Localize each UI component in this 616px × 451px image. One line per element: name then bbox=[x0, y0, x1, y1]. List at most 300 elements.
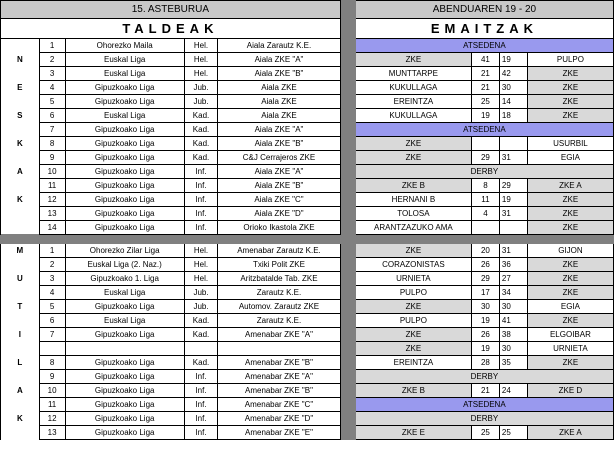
away-team: ZKE bbox=[527, 314, 613, 328]
home-team: ZKE bbox=[355, 328, 471, 342]
team-name: Aiala ZKE "B" bbox=[218, 179, 341, 193]
row-number: 2 bbox=[39, 53, 65, 67]
row-number: 10 bbox=[39, 384, 65, 398]
category: Hel. bbox=[184, 67, 217, 81]
row-number: 11 bbox=[39, 398, 65, 412]
row-number: 10 bbox=[39, 165, 65, 179]
team-name: Aiala ZKE bbox=[218, 109, 341, 123]
team-name: Amenabar ZKE "A" bbox=[218, 370, 341, 384]
table-row bbox=[1, 272, 614, 286]
home-score: 28 bbox=[471, 356, 499, 370]
league-name: Gipuzkoako Liga bbox=[65, 137, 184, 151]
home-team: KUKULLAGA bbox=[355, 81, 471, 95]
home-score: 11 bbox=[471, 193, 499, 207]
day-letter: M bbox=[1, 244, 40, 258]
day-letter bbox=[1, 95, 40, 109]
day-letter: L bbox=[1, 356, 40, 370]
category: Kad. bbox=[184, 314, 217, 328]
day-letter bbox=[1, 221, 40, 235]
team-name: Amenabar ZKE "E" bbox=[218, 426, 341, 440]
category: Inf. bbox=[184, 426, 217, 440]
team-name: Amenabar ZKE "C" bbox=[218, 398, 341, 412]
category: Inf. bbox=[184, 412, 217, 426]
home-score: 4 bbox=[471, 207, 499, 221]
row-number: 1 bbox=[39, 39, 65, 53]
home-team: MUNTTARPE bbox=[355, 67, 471, 81]
row-number: 8 bbox=[39, 137, 65, 151]
column-gap bbox=[340, 109, 355, 123]
home-score: 21 bbox=[471, 67, 499, 81]
table-row bbox=[1, 53, 614, 67]
table-row bbox=[1, 426, 614, 440]
column-gap bbox=[340, 81, 355, 95]
team-name bbox=[218, 342, 341, 356]
away-team: ZKE bbox=[527, 81, 613, 95]
day-letter bbox=[1, 286, 40, 300]
row-number: 7 bbox=[39, 123, 65, 137]
league-name: Gipuzkoako Liga bbox=[65, 412, 184, 426]
row-number: 2 bbox=[39, 258, 65, 272]
home-score: 19 bbox=[471, 342, 499, 356]
category: Inf. bbox=[184, 384, 217, 398]
day-letter: N bbox=[1, 53, 40, 67]
table-row bbox=[1, 67, 614, 81]
day-letter: K bbox=[1, 193, 40, 207]
category: Inf. bbox=[184, 165, 217, 179]
home-team: ZKE B bbox=[355, 384, 471, 398]
league-name: Euskal Liga bbox=[65, 109, 184, 123]
away-team: ZKE bbox=[527, 286, 613, 300]
team-name: Aiala ZKE "C" bbox=[218, 193, 341, 207]
column-gap bbox=[340, 370, 355, 384]
home-team: PULPO bbox=[355, 314, 471, 328]
league-name: Euskal Liga bbox=[65, 67, 184, 81]
away-team: ZKE bbox=[527, 356, 613, 370]
day-letter bbox=[1, 426, 40, 440]
day-separator bbox=[1, 235, 614, 244]
day-letter: K bbox=[1, 137, 40, 151]
away-team: ZKE bbox=[527, 207, 613, 221]
team-name: Txiki Polit ZKE bbox=[218, 258, 341, 272]
league-name: Gipuzkoako Liga bbox=[65, 328, 184, 342]
status-cell: DERBY bbox=[355, 165, 613, 179]
day-letter: S bbox=[1, 109, 40, 123]
category: Hel. bbox=[184, 258, 217, 272]
table-row bbox=[1, 221, 614, 235]
day-letter bbox=[1, 342, 40, 356]
day-letter: I bbox=[1, 328, 40, 342]
category: Kad. bbox=[184, 123, 217, 137]
away-team: EGIA bbox=[527, 300, 613, 314]
column-gap bbox=[340, 342, 355, 356]
league-name: Euskal Liga bbox=[65, 53, 184, 67]
home-team: KUKULLAGA bbox=[355, 109, 471, 123]
category: Kad. bbox=[184, 137, 217, 151]
category: Jub. bbox=[184, 300, 217, 314]
away-score: 24 bbox=[499, 384, 527, 398]
day-letter bbox=[1, 207, 40, 221]
home-team: ZKE bbox=[355, 151, 471, 165]
category: Kad. bbox=[184, 356, 217, 370]
table-row bbox=[1, 384, 614, 398]
table-row bbox=[1, 398, 614, 412]
league-name: Euskal Liga bbox=[65, 286, 184, 300]
table-row bbox=[1, 370, 614, 384]
home-score: 26 bbox=[471, 328, 499, 342]
home-score: 25 bbox=[471, 426, 499, 440]
table-body bbox=[1, 1, 614, 440]
away-score: 31 bbox=[499, 244, 527, 258]
table-row bbox=[1, 165, 614, 179]
league-name: Euskal Liga (2. Naz.) bbox=[65, 258, 184, 272]
column-gap bbox=[340, 179, 355, 193]
table-row bbox=[1, 412, 614, 426]
category: Inf. bbox=[184, 179, 217, 193]
home-team: ZKE E bbox=[355, 426, 471, 440]
home-team: CORAZONISTAS bbox=[355, 258, 471, 272]
team-name: Aiala ZKE bbox=[218, 81, 341, 95]
header-row-dates bbox=[1, 1, 614, 19]
row-number bbox=[39, 342, 65, 356]
away-score: 36 bbox=[499, 258, 527, 272]
league-name: Gipuzkoako Liga bbox=[65, 179, 184, 193]
column-gap bbox=[340, 67, 355, 81]
away-score: 31 bbox=[499, 207, 527, 221]
away-team: ZKE A bbox=[527, 426, 613, 440]
table-row bbox=[1, 207, 614, 221]
category: Kad. bbox=[184, 109, 217, 123]
table-row bbox=[1, 300, 614, 314]
category: Inf. bbox=[184, 370, 217, 384]
away-team: GIJON bbox=[527, 244, 613, 258]
row-number: 3 bbox=[39, 67, 65, 81]
row-number: 1 bbox=[39, 244, 65, 258]
day-letter bbox=[1, 398, 40, 412]
row-number: 8 bbox=[39, 356, 65, 370]
league-name: Gipuzkoako Liga bbox=[65, 300, 184, 314]
away-team: ZKE D bbox=[527, 384, 613, 398]
home-score: 29 bbox=[471, 151, 499, 165]
team-name: Aiala Zarautz K.E. bbox=[218, 39, 341, 53]
row-number: 7 bbox=[39, 328, 65, 342]
row-number: 9 bbox=[39, 370, 65, 384]
team-name: Zarautz K.E. bbox=[218, 314, 341, 328]
category: Jub. bbox=[184, 286, 217, 300]
home-team: ZKE B bbox=[355, 179, 471, 193]
league-name: Gipuzkoako Liga bbox=[65, 81, 184, 95]
team-name: Amenabar ZKE "A" bbox=[218, 328, 341, 342]
away-team: ZKE bbox=[527, 95, 613, 109]
day-letter: T bbox=[1, 300, 40, 314]
row-number: 12 bbox=[39, 412, 65, 426]
team-name: C&J Cerrajeros ZKE bbox=[218, 151, 341, 165]
home-score: 19 bbox=[471, 314, 499, 328]
home-team: ZKE bbox=[355, 342, 471, 356]
league-name: Ohorezko Zilar Liga bbox=[65, 244, 184, 258]
right-section-title: EMAITZAK bbox=[355, 19, 613, 39]
table-row bbox=[1, 109, 614, 123]
home-team: EREINTZA bbox=[355, 95, 471, 109]
league-name: Gipuzkoako Liga bbox=[65, 95, 184, 109]
team-name: Amenabar ZKE "D" bbox=[218, 412, 341, 426]
away-team: ZKE bbox=[527, 272, 613, 286]
day-letter bbox=[1, 258, 40, 272]
home-score: 21 bbox=[471, 384, 499, 398]
team-name: Aiala ZKE "A" bbox=[218, 123, 341, 137]
home-team: ARANTZAZUKO AMA bbox=[355, 221, 471, 235]
table-row bbox=[1, 151, 614, 165]
status-cell: DERBY bbox=[355, 412, 613, 426]
team-name: Aiala ZKE "D" bbox=[218, 207, 341, 221]
league-name: Gipuzkoako Liga bbox=[65, 221, 184, 235]
away-score bbox=[499, 221, 527, 235]
away-score: 38 bbox=[499, 328, 527, 342]
table-row bbox=[1, 258, 614, 272]
category: Hel. bbox=[184, 53, 217, 67]
row-number: 3 bbox=[39, 272, 65, 286]
category: Jub. bbox=[184, 95, 217, 109]
table-row bbox=[1, 179, 614, 193]
category: Hel. bbox=[184, 272, 217, 286]
column-gap bbox=[340, 314, 355, 328]
category bbox=[184, 342, 217, 356]
day-letter: A bbox=[1, 165, 40, 179]
home-team: ZKE bbox=[355, 137, 471, 151]
away-score: 30 bbox=[499, 81, 527, 95]
column-gap bbox=[340, 258, 355, 272]
home-team: ZKE bbox=[355, 244, 471, 258]
away-score bbox=[499, 137, 527, 151]
league-name bbox=[65, 342, 184, 356]
home-team: HERNANI B bbox=[355, 193, 471, 207]
column-gap bbox=[340, 398, 355, 412]
away-team: ELGOIBAR bbox=[527, 328, 613, 342]
table-row bbox=[1, 193, 614, 207]
home-team: ZKE bbox=[355, 300, 471, 314]
team-name: Aiala ZKE "B" bbox=[218, 137, 341, 151]
league-name: Gipuzkoako Liga bbox=[65, 207, 184, 221]
home-score: 21 bbox=[471, 81, 499, 95]
team-name: Aritzbatalde Tab. ZKE bbox=[218, 272, 341, 286]
away-team: ZKE bbox=[527, 221, 613, 235]
left-section-title: TALDEAK bbox=[1, 19, 341, 39]
category: Kad. bbox=[184, 328, 217, 342]
category: Hel. bbox=[184, 244, 217, 258]
category: Inf. bbox=[184, 221, 217, 235]
home-score: 41 bbox=[471, 53, 499, 67]
table-row bbox=[1, 95, 614, 109]
row-number: 9 bbox=[39, 151, 65, 165]
day-letter bbox=[1, 39, 40, 53]
category: Inf. bbox=[184, 193, 217, 207]
table-row bbox=[1, 342, 614, 356]
column-gap bbox=[340, 286, 355, 300]
day-letter bbox=[1, 179, 40, 193]
away-team: ZKE bbox=[527, 193, 613, 207]
team-name: Aiala ZKE "B" bbox=[218, 67, 341, 81]
home-score: 19 bbox=[471, 109, 499, 123]
away-score: 25 bbox=[499, 426, 527, 440]
team-name: Zarautz K.E. bbox=[218, 286, 341, 300]
home-team: TOLOSA bbox=[355, 207, 471, 221]
column-gap bbox=[340, 137, 355, 151]
home-score bbox=[471, 137, 499, 151]
team-name: Automov. Zarautz ZKE bbox=[218, 300, 341, 314]
column-gap bbox=[340, 328, 355, 342]
home-score: 30 bbox=[471, 300, 499, 314]
column-gap bbox=[340, 207, 355, 221]
status-cell: ATSEDENA bbox=[355, 39, 613, 53]
column-gap bbox=[340, 165, 355, 179]
column-gap bbox=[340, 1, 355, 19]
column-gap bbox=[340, 412, 355, 426]
home-score: 20 bbox=[471, 244, 499, 258]
home-team: ZKE bbox=[355, 53, 471, 67]
away-score: 19 bbox=[499, 193, 527, 207]
separator-bar bbox=[1, 235, 614, 244]
away-score: 34 bbox=[499, 286, 527, 300]
league-name: Gipuzkoako Liga bbox=[65, 193, 184, 207]
away-score: 14 bbox=[499, 95, 527, 109]
day-letter: K bbox=[1, 412, 40, 426]
day-letter bbox=[1, 67, 40, 81]
row-number: 14 bbox=[39, 221, 65, 235]
league-name: Ohorezko Maila bbox=[65, 39, 184, 53]
away-score: 19 bbox=[499, 53, 527, 67]
row-number: 11 bbox=[39, 179, 65, 193]
away-score: 29 bbox=[499, 179, 527, 193]
status-cell: ATSEDENA bbox=[355, 123, 613, 137]
away-score: 31 bbox=[499, 151, 527, 165]
away-team: EGIA bbox=[527, 151, 613, 165]
column-gap bbox=[340, 39, 355, 53]
league-name: Gipuzkoako Liga bbox=[65, 123, 184, 137]
column-gap bbox=[340, 19, 355, 39]
away-score: 42 bbox=[499, 67, 527, 81]
away-team: ZKE bbox=[527, 67, 613, 81]
away-score: 41 bbox=[499, 314, 527, 328]
day-letter bbox=[1, 370, 40, 384]
team-name: Aiala ZKE "A" bbox=[218, 53, 341, 67]
row-number: 13 bbox=[39, 207, 65, 221]
column-gap bbox=[340, 123, 355, 137]
day-letter: A bbox=[1, 384, 40, 398]
home-team: EREINTZA bbox=[355, 356, 471, 370]
away-score: 35 bbox=[499, 356, 527, 370]
column-gap bbox=[340, 95, 355, 109]
away-team: PULPO bbox=[527, 53, 613, 67]
column-gap bbox=[340, 426, 355, 440]
column-gap bbox=[340, 244, 355, 258]
row-number: 4 bbox=[39, 286, 65, 300]
category: Jub. bbox=[184, 81, 217, 95]
column-gap bbox=[340, 221, 355, 235]
table-row bbox=[1, 328, 614, 342]
away-score: 27 bbox=[499, 272, 527, 286]
team-name: Amenabar ZKE "B" bbox=[218, 356, 341, 370]
status-cell: ATSEDENA bbox=[355, 398, 613, 412]
row-number: 12 bbox=[39, 193, 65, 207]
league-name: Gipuzkoako 1. Liga bbox=[65, 272, 184, 286]
row-number: 4 bbox=[39, 81, 65, 95]
league-name: Gipuzkoako Liga bbox=[65, 151, 184, 165]
league-name: Gipuzkoako Liga bbox=[65, 370, 184, 384]
table-row bbox=[1, 39, 614, 53]
day-letter bbox=[1, 151, 40, 165]
league-name: Gipuzkoako Liga bbox=[65, 384, 184, 398]
home-score: 25 bbox=[471, 95, 499, 109]
category: Kad. bbox=[184, 151, 217, 165]
column-gap bbox=[340, 384, 355, 398]
table-row bbox=[1, 244, 614, 258]
home-score: 8 bbox=[471, 179, 499, 193]
category: Inf. bbox=[184, 207, 217, 221]
table-row bbox=[1, 81, 614, 95]
column-gap bbox=[340, 300, 355, 314]
row-number: 6 bbox=[39, 314, 65, 328]
home-score: 17 bbox=[471, 286, 499, 300]
away-score: 30 bbox=[499, 300, 527, 314]
week-title: 15. ASTEBURUA bbox=[1, 1, 341, 19]
dates-title: ABENDUAREN 19 - 20 bbox=[355, 1, 613, 19]
home-score bbox=[471, 221, 499, 235]
away-score: 30 bbox=[499, 342, 527, 356]
table-row bbox=[1, 356, 614, 370]
day-letter bbox=[1, 314, 40, 328]
status-cell: DERBY bbox=[355, 370, 613, 384]
league-name: Euskal Liga bbox=[65, 314, 184, 328]
table-row bbox=[1, 286, 614, 300]
away-score: 18 bbox=[499, 109, 527, 123]
column-gap bbox=[340, 151, 355, 165]
home-score: 26 bbox=[471, 258, 499, 272]
home-team: URNIETA bbox=[355, 272, 471, 286]
league-name: Gipuzkoako Liga bbox=[65, 165, 184, 179]
team-name: Amenabar Zarautz K.E. bbox=[218, 244, 341, 258]
table-row bbox=[1, 314, 614, 328]
row-number: 5 bbox=[39, 300, 65, 314]
league-name: Gipuzkoako Liga bbox=[65, 426, 184, 440]
column-gap bbox=[340, 356, 355, 370]
league-name: Gipuzkoako Liga bbox=[65, 356, 184, 370]
league-name: Gipuzkoako Liga bbox=[65, 398, 184, 412]
away-team: ZKE bbox=[527, 109, 613, 123]
away-team: ZKE A bbox=[527, 179, 613, 193]
team-name: Orioko Ikastola ZKE bbox=[218, 221, 341, 235]
table-row bbox=[1, 137, 614, 151]
team-name: Amenabar ZKE "B" bbox=[218, 384, 341, 398]
category: Inf. bbox=[184, 398, 217, 412]
home-score: 29 bbox=[471, 272, 499, 286]
table-row bbox=[1, 123, 614, 137]
day-letter bbox=[1, 123, 40, 137]
row-number: 5 bbox=[39, 95, 65, 109]
column-gap bbox=[340, 272, 355, 286]
team-name: Aiala ZKE bbox=[218, 95, 341, 109]
row-number: 6 bbox=[39, 109, 65, 123]
away-team: URNIETA bbox=[527, 342, 613, 356]
home-team: PULPO bbox=[355, 286, 471, 300]
category: Hel. bbox=[184, 39, 217, 53]
column-gap bbox=[340, 193, 355, 207]
header-row-titles bbox=[1, 19, 614, 39]
day-letter: U bbox=[1, 272, 40, 286]
team-name: Aiala ZKE "A" bbox=[218, 165, 341, 179]
day-letter: E bbox=[1, 81, 40, 95]
away-team: ZKE bbox=[527, 258, 613, 272]
column-gap bbox=[340, 53, 355, 67]
row-number: 13 bbox=[39, 426, 65, 440]
